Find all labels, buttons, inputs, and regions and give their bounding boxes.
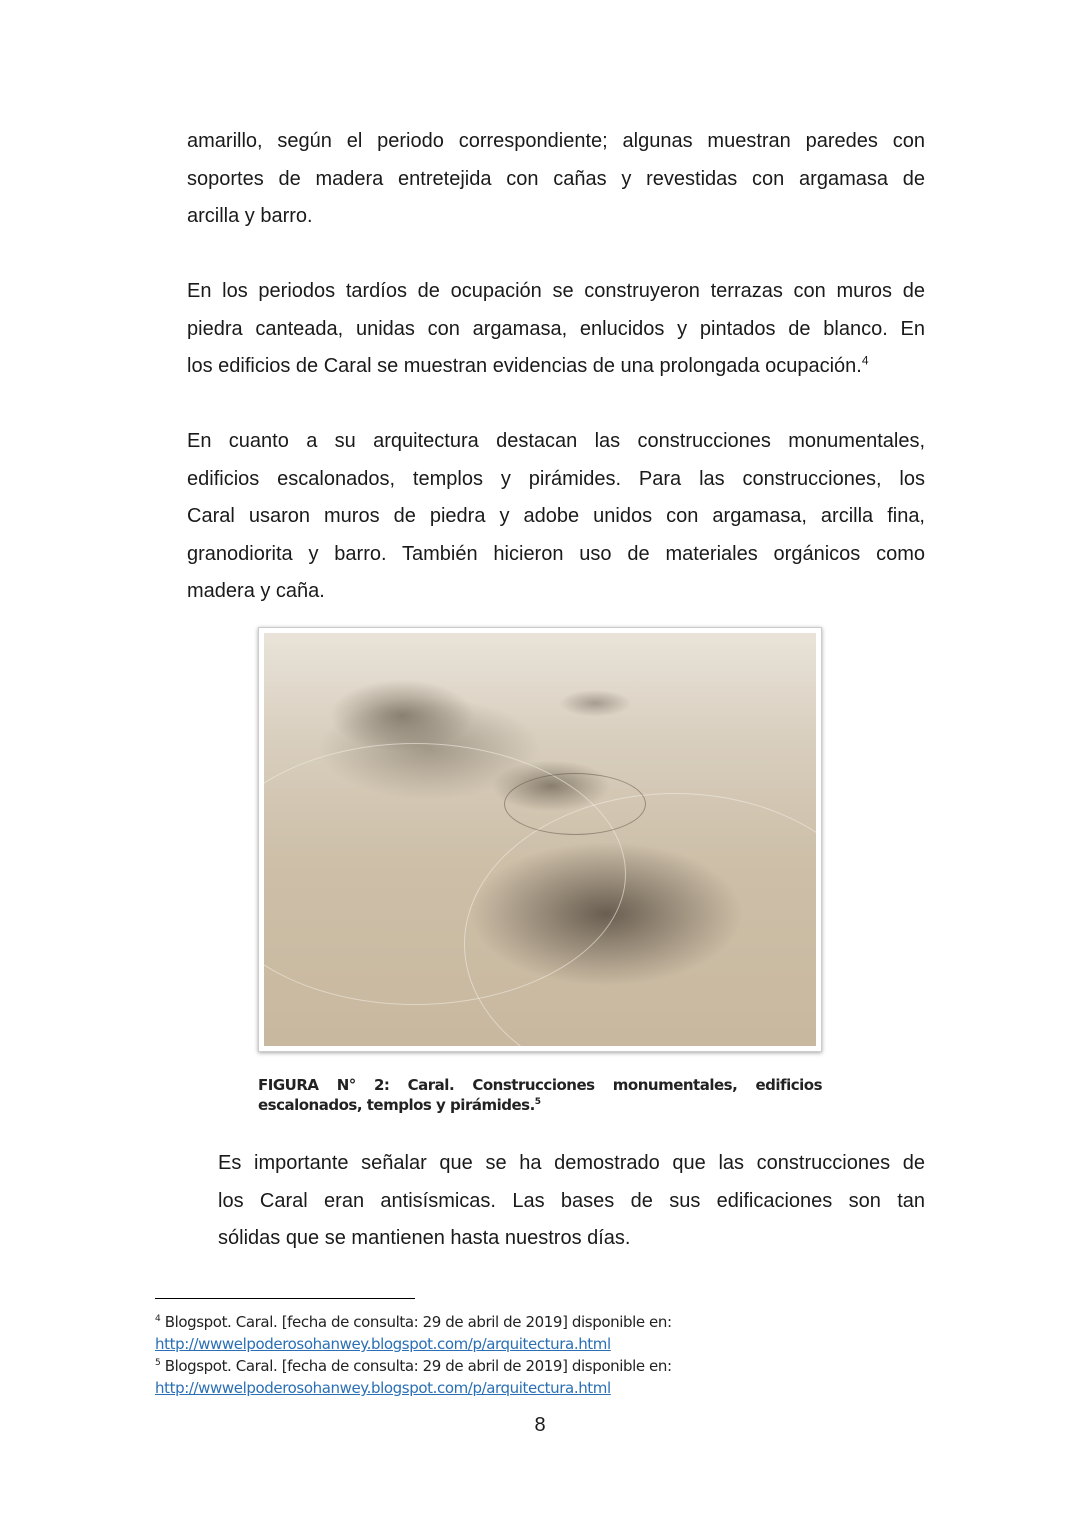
text-line: soportes de madera entretejida con cañas y revestidas con argamasa de	[187, 167, 925, 190]
footnote-link[interactable]: http://wwwelpoderosohanwey.blogspot.com/p/arquitectura.html	[155, 1379, 611, 1397]
paragraph-4	[218, 1145, 925, 1258]
text-line: los Caral eran antisísmicas. Las bases de sus edificaciones son tan	[218, 1189, 925, 1212]
footnote-ref[interactable]: 5	[534, 1097, 541, 1107]
text-line: arcilla y barro.	[187, 205, 313, 227]
text-line: En los periodos tardíos de ocupación se construyeron terrazas con muros de	[187, 280, 925, 302]
text-line: amarillo, según el periodo correspondiente; algunas muestran paredes con	[187, 130, 925, 152]
text-line: Es importante señalar que se ha demostrado que las construcciones de	[218, 1152, 925, 1174]
caption-line: FIGURA N° 2: Caral. Construcciones monumentales, edificios	[258, 1076, 822, 1094]
footnote-text: Blogspot. Caral. [fecha de consulta: 29 de abril de 2019] disponible en:	[164, 1357, 672, 1375]
footnote-number: 5	[155, 1358, 161, 1368]
text-line: granodiorita y barro. También hicieron uso de materiales orgánicos como	[187, 542, 925, 565]
paragraph-2	[187, 273, 925, 386]
text-line-content: los edificios de Caral se muestran evidencias de una prolongada ocupación.	[187, 355, 862, 377]
footnote-text: Blogspot. Caral. [fecha de consulta: 29 de abril de 2019] disponible en:	[164, 1313, 672, 1331]
footnote-link[interactable]: http://wwwelpoderosohanwey.blogspot.com/p/arquitectura.html	[155, 1335, 611, 1353]
text-line: piedra canteada, unidas con argamasa, enlucidos y pintados de blanco. En	[187, 317, 925, 340]
paragraph-1	[187, 123, 925, 236]
text-line: Caral usaron muros de piedra y adobe unidos con argamasa, arcilla fina,	[187, 505, 925, 527]
figure-caral-aerial-photo	[258, 627, 822, 1052]
text-line: madera y caña.	[187, 580, 325, 602]
footnote-ref[interactable]: 4	[861, 353, 869, 368]
paragraph-3	[187, 423, 925, 611]
footnote-4	[155, 1311, 672, 1355]
figure-caption	[258, 1075, 822, 1115]
footnote-5	[155, 1355, 672, 1399]
aerial-photo	[264, 633, 816, 1046]
photo-path	[504, 773, 646, 835]
footnote-number: 4	[155, 1314, 161, 1324]
text-line: sólidas que se mantienen hasta nuestros días.	[218, 1227, 631, 1249]
caption-line-content: escalonados, templos y pirámides.	[258, 1096, 535, 1114]
text-line	[187, 348, 925, 386]
caption-line	[258, 1095, 822, 1115]
footnote-divider	[155, 1298, 415, 1299]
page-number: 8	[534, 1414, 546, 1436]
text-line: En cuanto a su arquitectura destacan las construcciones monumentales,	[187, 430, 925, 452]
text-line: edificios escalonados, templos y pirámides. Para las construcciones, los	[187, 467, 925, 490]
footnotes	[155, 1311, 672, 1399]
